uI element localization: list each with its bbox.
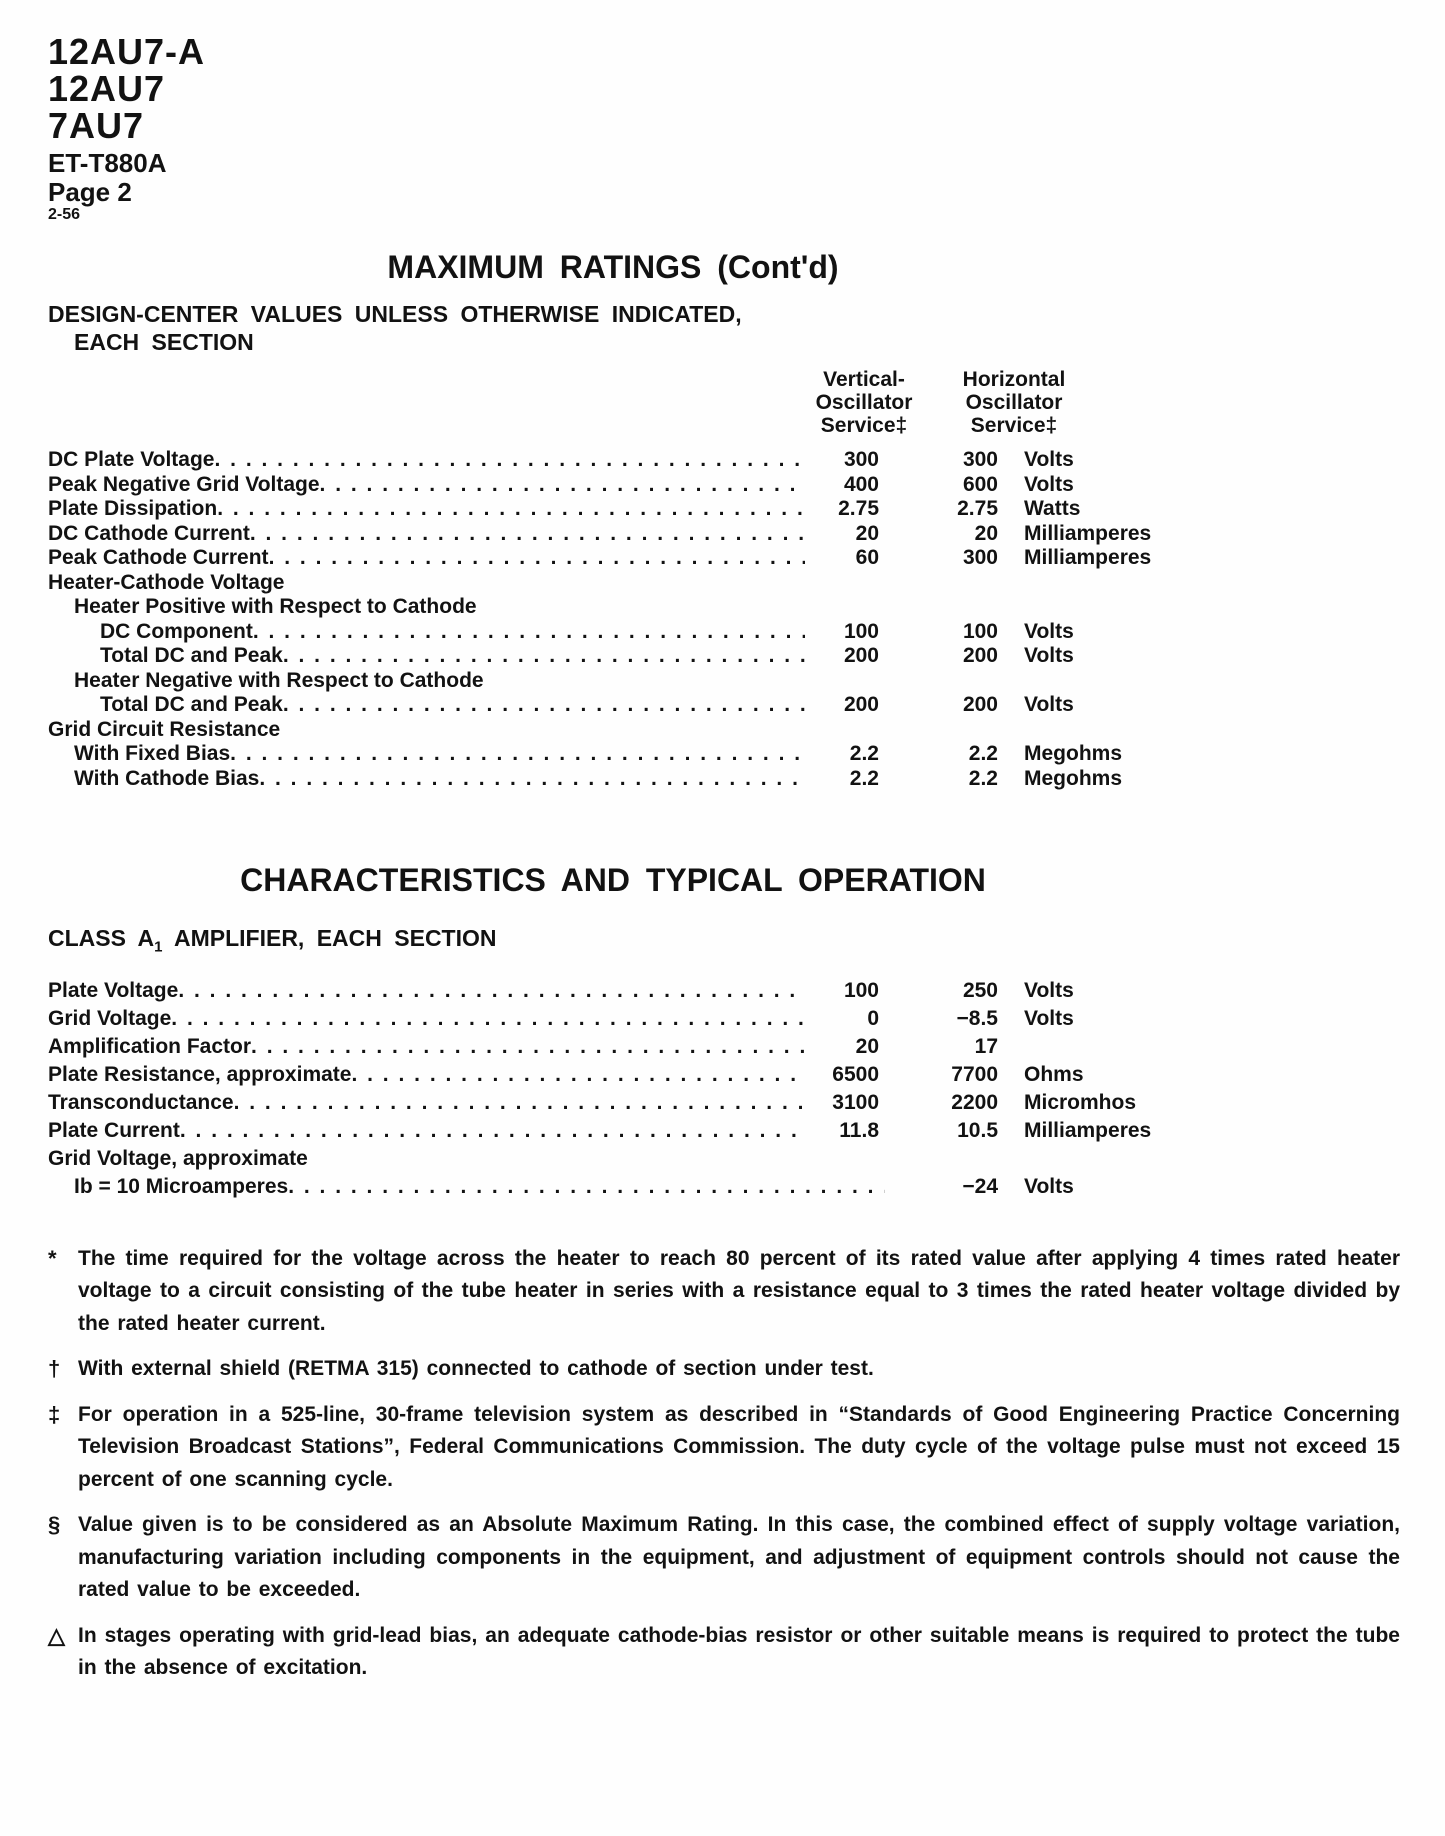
tube-name: 7AU7: [48, 105, 145, 146]
class-a1-heading: [48, 925, 1178, 961]
vertical-service-value: [805, 1173, 885, 1201]
vertical-service-value: 20: [855, 521, 879, 545]
leader-dots: [180, 1117, 805, 1145]
table-row: [48, 1145, 1178, 1173]
row-label: Peak Negative Grid Voltage: [48, 472, 320, 496]
footnote-symbol: §: [48, 1512, 61, 1538]
row-label: With Cathode Bias: [74, 766, 260, 790]
leader-dots: [283, 693, 805, 718]
vertical-service-value: 3100: [832, 1090, 879, 1114]
leader-dots: [283, 644, 805, 669]
unit-label: Volts: [1024, 448, 1074, 471]
horizontal-service-value: 300: [962, 448, 998, 471]
table-row: [48, 1117, 1178, 1145]
unit-label: Volts: [1024, 1006, 1074, 1030]
row-label: Plate Dissipation: [48, 497, 218, 520]
leader-dots: [351, 1061, 805, 1089]
table-row: [48, 767, 1178, 792]
row-label: DC Plate Voltage: [48, 448, 215, 471]
unit-label: Ohms: [1024, 1062, 1084, 1086]
horizontal-service-value: 7700: [951, 1062, 998, 1086]
table-row: [48, 620, 1178, 645]
horizontal-service-value: 600: [962, 472, 998, 496]
footnotes: [48, 1243, 1400, 1685]
unit-label: Micromhos: [1024, 1090, 1137, 1114]
row-label: Total DC and Peak: [100, 644, 283, 667]
main-column: [48, 250, 1178, 1201]
horizontal-service-value: −24: [962, 1174, 998, 1198]
unit-label: Megohms: [1024, 742, 1123, 765]
row-label: Total DC and Peak: [100, 693, 283, 716]
row-label: Peak Cathode Current: [48, 546, 269, 569]
footnote: [48, 1399, 1400, 1497]
leader-dots: [217, 497, 805, 522]
vertical-service-value: 400: [843, 472, 879, 496]
row-label: Plate Resistance, approximate: [48, 1062, 352, 1086]
leader-dots: [288, 1173, 805, 1201]
footnote: [48, 1620, 1400, 1685]
header-block: [48, 33, 1400, 224]
row-label: DC Component: [100, 619, 253, 643]
horizontal-service-value: 2200: [951, 1090, 998, 1114]
unit-label: Milliamperes: [1024, 1118, 1152, 1142]
vertical-service-value: 60: [855, 546, 879, 569]
unit-label: Megohms: [1024, 766, 1123, 790]
design-center-note-line1: DESIGN-CENTER VALUES UNLESS OTHERWISE INDICATED,: [48, 301, 742, 327]
class-a1-prefix: CLASS A: [48, 925, 155, 951]
footnote-symbol: ‡: [48, 1401, 61, 1427]
class-a1-suffix: AMPLIFIER, EACH SECTION: [162, 925, 497, 951]
table-row: [48, 571, 1178, 596]
horizontal-service-value: 2.2: [968, 766, 998, 790]
table-row: [48, 522, 1178, 547]
date-code: 2-56: [48, 206, 81, 223]
characteristics-title: CHARACTERISTICS AND TYPICAL OPERATION: [240, 862, 986, 898]
tube-name: 12AU7: [48, 68, 166, 109]
row-label: Heater Negative with Respect to Cathode: [74, 668, 484, 692]
column-headers: [48, 368, 1178, 440]
table-row: [48, 977, 1178, 1005]
column-header-line: Oscillator: [815, 391, 913, 414]
footnote-symbol: †: [48, 1356, 61, 1382]
leader-dots: [251, 1033, 805, 1061]
vertical-service-value: 200: [843, 693, 879, 716]
design-center-note: [48, 300, 1178, 356]
table-row: [48, 595, 1178, 620]
table-row: [48, 497, 1178, 522]
class-a1-subscript: 1: [154, 938, 163, 956]
unit-label: Volts: [1024, 644, 1074, 667]
leader-dots: [234, 1089, 805, 1117]
vertical-service-value: 2.2: [849, 766, 879, 790]
footnote-text: The time required for the voltage across the heater to reach 80 percent of its rated value after applying 4 times rated heater voltage to a circuit consisting of the tube heater in series with a resistance equal to 3 times the rated heater voltage divided by the rated heater current.: [78, 1246, 1400, 1335]
horizontal-service-value: −8.5: [956, 1006, 998, 1030]
footnote-symbol: △: [48, 1622, 65, 1648]
table-row: [48, 693, 1178, 718]
footnote-symbol: *: [48, 1245, 57, 1271]
table-row: [48, 644, 1178, 669]
unit-label: Volts: [1024, 1174, 1074, 1198]
vertical-service-value: 0: [867, 1006, 879, 1030]
horizontal-service-value: 2.75: [957, 497, 998, 520]
footnote-text: Value given is to be considered as an Absolute Maximum Rating. In this case, the combined effect of supply voltage variation, manufacturing variation including components in the equipment, and adjustment of equipment controls should not cause the rated value to be exceeded.: [78, 1513, 1400, 1602]
leader-dots: [214, 448, 805, 473]
column-header-line: Oscillator: [965, 391, 1063, 414]
vertical-service-value: 2.75: [838, 497, 879, 520]
tube-name: 12AU7-A: [48, 31, 206, 72]
footnote-text: For operation in a 525-line, 30-frame television system as described in “Standards of Good Engineering Practice Concerning Television Broadcast Stations”, Federal Communications Commission. The duty cycle of the voltage pulse must not exceed 15 percent of one scanning cycle.: [78, 1402, 1400, 1491]
table-row: [48, 1173, 1178, 1201]
footnote: [48, 1353, 1400, 1386]
horizontal-service-value: 17: [974, 1034, 998, 1058]
unit-label: Watts: [1024, 497, 1081, 520]
horizontal-service-value: 250: [962, 978, 998, 1002]
vertical-service-value: 100: [843, 978, 879, 1002]
leader-dots: [259, 767, 805, 792]
row-label: DC Cathode Current: [48, 521, 250, 545]
max-ratings-table: [48, 448, 1178, 791]
horizontal-service-value: 10.5: [957, 1118, 998, 1142]
column-header-line: Service‡: [970, 414, 1058, 437]
table-row: [48, 742, 1178, 767]
row-label: Transconductance: [48, 1090, 234, 1114]
page-number: Page 2: [48, 177, 132, 207]
vertical-service-value: 20: [855, 1034, 879, 1058]
unit-label: Volts: [1024, 693, 1074, 716]
leader-dots: [250, 522, 805, 547]
row-label: Heater Positive with Respect to Cathode: [74, 595, 477, 618]
vertical-service-value: 11.8: [839, 1118, 879, 1142]
doc-number: ET-T880A: [48, 148, 167, 178]
table-row: [48, 1061, 1178, 1089]
table-row: [48, 473, 1178, 498]
table-row: [48, 546, 1178, 571]
table-row: [48, 1089, 1178, 1117]
footnote-text: In stages operating with grid-lead bias, an adequate cathode-bias resistor or other suitable means is required to protect the tube in the absence of excitation.: [78, 1623, 1400, 1680]
column-header-line: Service‡: [820, 414, 908, 437]
horizontal-service-value: 20: [974, 521, 998, 545]
unit-label: Volts: [1024, 619, 1074, 643]
leader-dots: [230, 742, 805, 767]
footnote: [48, 1509, 1400, 1607]
unit-label: Milliamperes: [1024, 521, 1152, 545]
row-label: Plate Voltage: [48, 978, 179, 1002]
leader-dots: [178, 977, 805, 1005]
vertical-service-value: 100: [843, 619, 879, 643]
unit-label: Volts: [1024, 472, 1074, 496]
row-label: Heater-Cathode Voltage: [48, 570, 285, 594]
row-label: Grid Circuit Resistance: [48, 717, 281, 741]
leader-dots: [269, 546, 805, 571]
column-header-line: Vertical-: [823, 368, 905, 391]
characteristics-table: [48, 977, 1178, 1201]
row-label: Amplification Factor: [48, 1034, 252, 1058]
table-row: [48, 1005, 1178, 1033]
horizontal-service-value: 200: [962, 693, 998, 716]
footnote-text: With external shield (RETMA 315) connected to cathode of section under test.: [78, 1357, 874, 1381]
leader-dots: [320, 473, 805, 498]
vertical-service-value: 2.2: [849, 742, 879, 765]
leader-dots: [253, 620, 805, 645]
table-row: [48, 1033, 1178, 1061]
row-label: With Fixed Bias: [74, 742, 231, 765]
horizontal-service-value: 300: [962, 546, 998, 569]
unit-label: Volts: [1024, 978, 1074, 1002]
unit-label: Milliamperes: [1024, 546, 1152, 569]
max-ratings-title: MAXIMUM RATINGS (Cont'd): [387, 249, 839, 285]
vertical-service-value: 6500: [832, 1062, 879, 1086]
table-row: [48, 718, 1178, 743]
horizontal-service-value: 100: [962, 619, 998, 643]
leader-dots: [171, 1005, 805, 1033]
row-label: Grid Voltage: [48, 1006, 172, 1030]
horizontal-oscillator-column-header: [894, 368, 1134, 437]
table-row: [48, 448, 1178, 473]
table-row: [48, 669, 1178, 694]
row-label: Grid Voltage, approximate: [48, 1146, 308, 1170]
vertical-service-value: 300: [843, 448, 879, 471]
design-center-note-line2: EACH SECTION: [74, 329, 254, 355]
column-header-line: Horizontal: [962, 368, 1066, 391]
footnote: [48, 1243, 1400, 1341]
horizontal-service-value: 2.2: [968, 742, 998, 765]
row-label: Ib = 10 Microamperes: [74, 1174, 289, 1198]
horizontal-service-value: 200: [962, 644, 998, 667]
row-label: Plate Current: [48, 1118, 180, 1142]
vertical-service-value: 200: [843, 644, 879, 667]
